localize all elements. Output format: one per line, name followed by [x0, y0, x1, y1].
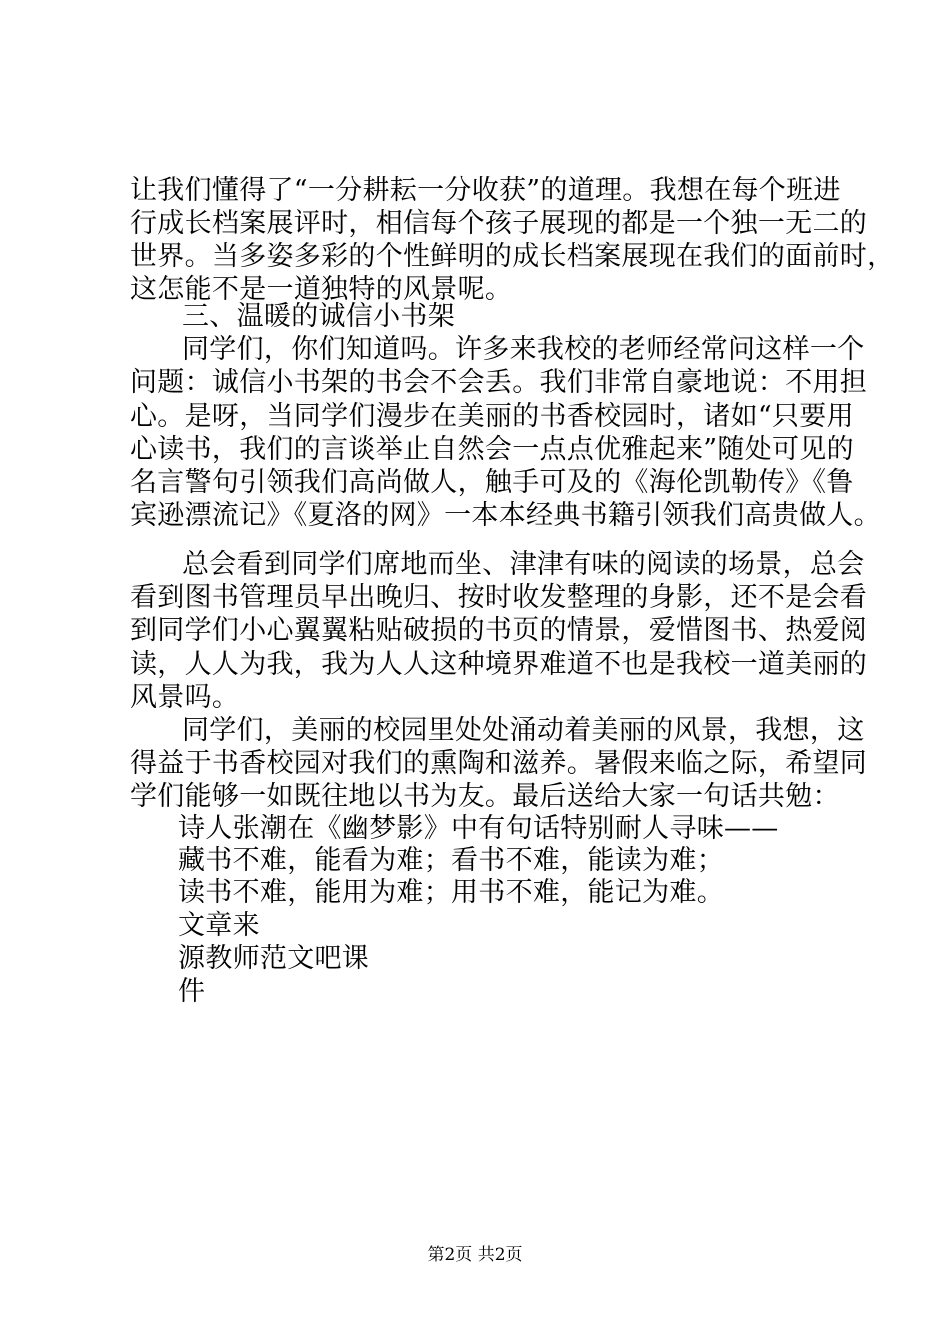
page-number-footer: 第2页 共2页: [427, 1245, 523, 1265]
quote-line: 读书不难，能用为难；用书不难，能记为难。: [178, 877, 724, 908]
paragraph-line: 风景吗。: [130, 682, 240, 713]
paragraph-line: 心读书，我们的言谈举止自然会一点点优雅起来”随处可见的: [130, 434, 854, 465]
paragraph-line: 看到图书管理员早出晚归、按时收发整理的身影，还不是会看: [130, 582, 868, 613]
paragraph-line: 这怎能不是一道独特的风景呢。: [130, 274, 513, 305]
source-line: 源教师范文吧课: [178, 943, 370, 974]
paragraph-line: 让我们懂得了“一分耕耘一分收获”的道理。我想在每个班进: [130, 175, 841, 206]
paragraph-line: 得益于书香校园对我们的熏陶和滋养。暑假来临之际，希望同: [130, 748, 868, 779]
paragraph-line: 到同学们小心翼翼粘贴破损的书页的情景，爱惜图书、热爱阅: [130, 615, 868, 646]
paragraph-line: 同学们，你们知道吗。许多来我校的老师经常问这样一个: [182, 334, 865, 365]
paragraph-line: 同学们，美丽的校园里处处涌动着美丽的风景，我想，这: [182, 715, 865, 746]
paragraph-line: 世界。当多姿多彩的个性鲜明的成长档案展现在我们的面前时，: [130, 241, 895, 272]
paragraph-line: 问题：诚信小书架的书会不会丢。我们非常自豪地说：不用担: [130, 367, 868, 398]
quote-intro-line: 诗人张潮在《幽梦影》中有句话特别耐人寻味——: [178, 813, 779, 844]
source-line: 文章来: [178, 910, 260, 941]
paragraph-line: 名言警句引领我们高尚做人，触手可及的《海伦凯勒传》《鲁: [130, 467, 854, 498]
paragraph-line: 行成长档案展评时，相信每个孩子展现的都是一个独一无二的: [130, 208, 868, 239]
paragraph-line: 总会看到同学们席地而坐、津津有味的阅读的场景，总会: [182, 549, 865, 580]
paragraph-line: 宾逊漂流记》《夏洛的网》一本本经典书籍引领我们高贵做人。: [130, 500, 881, 531]
quote-line: 藏书不难，能看为难；看书不难，能读为难；: [178, 845, 724, 876]
section-heading: 三、温暖的诚信小书架: [182, 301, 455, 332]
paragraph-line: 学们能够一如既往地以书为友。最后送给大家一句话共勉：: [130, 781, 840, 812]
paragraph-line: 心。是呀，当同学们漫步在美丽的书香校园时，诸如“只要用: [130, 401, 854, 432]
paragraph-line: 读，人人为我，我为人人这种境界难道不也是我校一道美丽的: [130, 649, 868, 680]
source-line: 件: [178, 976, 206, 1007]
